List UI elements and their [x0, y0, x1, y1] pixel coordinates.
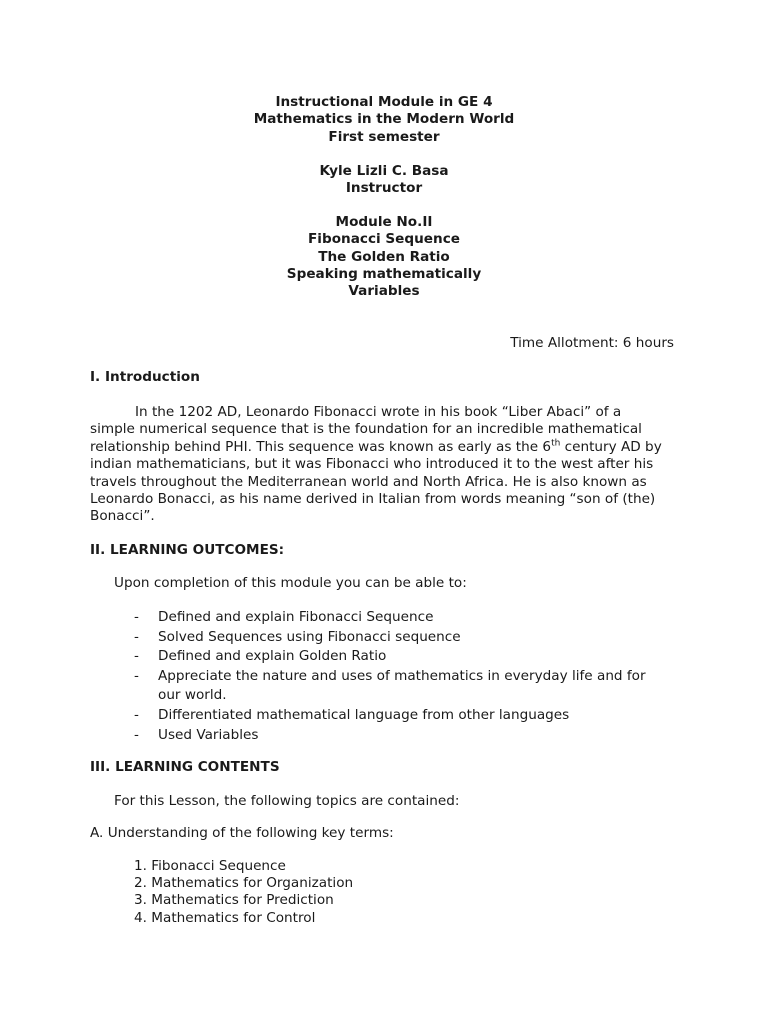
- learning-outcomes-heading: II. LEARNING OUTCOMES:: [90, 542, 285, 558]
- semester: First semester: [328, 128, 440, 145]
- instructor-role: Instructor: [345, 180, 423, 197]
- instructor-block: [0, 163, 768, 198]
- learning-contents-intro: For this Lesson, the following topics are contained:: [114, 793, 460, 809]
- list-item-text: our world.: [158, 687, 227, 704]
- list-item: [134, 608, 646, 628]
- list-item-text: Defined and explain Fibonacci Sequence: [158, 609, 434, 625]
- dash-bullet: -: [134, 648, 139, 665]
- paragraph-text: century AD by: [560, 438, 662, 455]
- paragraph-line: In the 1202 AD, Leonardo Fibonacci wrote in his book “Liber Abaci” of a: [135, 404, 622, 420]
- dash-bullet: -: [134, 726, 139, 743]
- paragraph-line: Bonacci”.: [90, 508, 155, 525]
- dash-bullet: -: [134, 667, 139, 684]
- module-topic: Variables: [348, 283, 420, 300]
- time-allotment: Time Allotment: 6 hours: [510, 335, 674, 351]
- introduction-paragraph: [90, 404, 680, 526]
- dash-bullet: -: [134, 706, 139, 723]
- list-item: 3. Mathematics for Prediction: [134, 892, 334, 909]
- introduction-heading: I. Introduction: [90, 369, 200, 385]
- list-item: 1. Fibonacci Sequence: [134, 858, 286, 874]
- dash-bullet: -: [134, 628, 139, 645]
- learning-contents-heading: III. LEARNING CONTENTS: [90, 759, 280, 775]
- learning-outcomes-intro: Upon completion of this module you can be able to:: [114, 575, 467, 591]
- list-item: [134, 726, 646, 746]
- paragraph-line: travels throughout the Mediterranean world and North Africa. He is also known as: [90, 473, 647, 490]
- list-item-text: Defined and explain Golden Ratio: [158, 648, 387, 665]
- module-topic: Speaking mathematically: [286, 265, 482, 282]
- list-item-text: Solved Sequences using Fibonacci sequence: [158, 628, 461, 645]
- paragraph-line: indian mathematicians, but it was Fibonacci who introduced it to the west after his: [90, 456, 654, 473]
- list-item: 4. Mathematics for Control: [134, 909, 316, 926]
- key-terms-heading: A. Understanding of the following key terms:: [90, 825, 394, 841]
- list-item-text: Appreciate the nature and uses of mathematics in everyday life and for: [158, 667, 646, 684]
- paragraph-line: Leonardo Bonacci, as his name derived in Italian from words meaning “son of (the): [90, 490, 656, 507]
- course-title: Mathematics in the Modern World: [253, 111, 515, 128]
- dash-bullet: -: [134, 609, 139, 625]
- module-number: Module No.II: [335, 214, 433, 230]
- list-item: [134, 628, 646, 648]
- list-item: 2. Mathematics for Organization: [134, 875, 354, 892]
- learning-outcomes-list: [134, 608, 646, 745]
- module-title-block: [0, 94, 768, 146]
- list-item-text: Differentiated mathematical language from other languages: [158, 706, 570, 723]
- paragraph-line: simple numerical sequence that is the foundation for an incredible mathematical: [90, 421, 642, 438]
- key-terms-list: [134, 858, 353, 927]
- module-topic: Fibonacci Sequence: [308, 231, 460, 248]
- paragraph-text: relationship behind PHI. This sequence was known as early as the 6: [90, 438, 552, 455]
- module-topic: The Golden Ratio: [318, 248, 450, 265]
- list-item: [134, 706, 646, 726]
- superscript-th: th: [551, 438, 561, 449]
- module-topics-block: [0, 214, 768, 300]
- paragraph-line: [90, 439, 680, 456]
- list-item: [134, 647, 646, 667]
- list-item: [134, 667, 646, 706]
- instructor-name: Kyle Lizli C. Basa: [319, 163, 449, 179]
- list-item-text: Used Variables: [158, 726, 259, 743]
- module-title: Instructional Module in GE 4: [275, 94, 493, 110]
